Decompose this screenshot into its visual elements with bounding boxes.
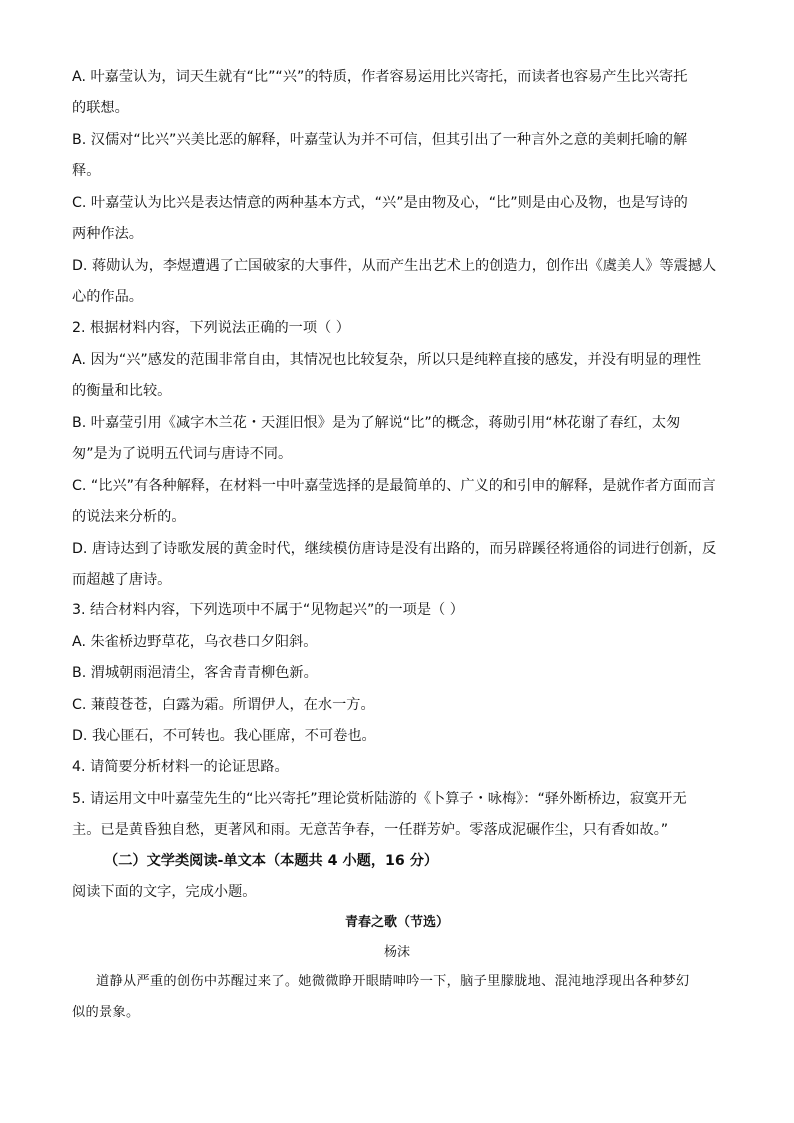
q1-option-d-line2: 心的作品。 (72, 289, 143, 305)
q1-option-c-line2: 两种作法。 (72, 226, 143, 242)
q3-option-d: D. 我心匪石，不可转也。我心匪席，不可卷也。 (72, 728, 376, 744)
q1-option-b-line2: 释。 (72, 163, 101, 179)
passage-paragraph-line2: 似的景象。 (72, 1005, 140, 1020)
q1-option-a-line2: 的联想。 (72, 100, 129, 116)
q2-stem: 2. 根据材料内容，下列说法正确的一项（ ） (72, 320, 350, 336)
section-heading: （二）文学类阅读-单文本（本题共 4 小题，16 分） (104, 853, 439, 869)
q1-option-c-line1: C. 叶嘉莹认为比兴是表达情意的两种基本方式，“兴”是由物及心，“比”则是由心及物，也是写诗的 (72, 195, 688, 211)
q2-option-a-line1: A. 因为“兴”感发的范围非常自由，其情况也比较复杂，所以只是纯粹直接的感发，并没有明显的理性 (72, 352, 702, 368)
q2-option-d-line2: 而超越了唐诗。 (72, 572, 172, 588)
passage-author: 杨沫 (383, 945, 410, 960)
passage-title: 青春之歌（节选） (344, 915, 449, 930)
q3-option-b: B. 渭城朝雨浥清尘，客舍青青柳色新。 (72, 665, 318, 681)
q1-option-d-line1: D. 蒋勋认为，李煜遭遇了亡国破家的大事件，从而产生出艺术上的创造力，创作出《虞美人》等震撼人 (72, 258, 717, 274)
q1-option-a-line1: A. 叶嘉莹认为，词天生就有“比”“兴”的特质，作者容易运用比兴寄托，而读者也容易产生比兴寄托 (72, 69, 688, 85)
q1-option-b-line1: B. 汉儒对“比兴”兴美比恶的解释，叶嘉莹认为并不可信，但其引出了一种言外之意的美刺托喻的解 (72, 132, 688, 148)
q2-option-d-line1: D. 唐诗达到了诗歌发展的黄金时代，继续模仿唐诗是没有出路的，而另辟蹊径将通俗的词进行创新，反 (72, 541, 717, 557)
passage-paragraph-line1: 道静从严重的创伤中苏醒过来了。她微微睁开眼睛呻吟一下，脑子里朦胧地、混沌地浮现出各种梦幻 (96, 974, 690, 989)
q2-option-c-line1: C. “比兴”有各种解释，在材料一中叶嘉莹选择的是最简单的、广义的和引申的解释，是就作者方面而言 (72, 478, 716, 494)
q4-stem: 4. 请简要分析材料一的论证思路。 (72, 759, 289, 775)
q2-option-b-line1: B. 叶嘉莹引用《减字木兰花・天涯旧恨》是为了解说“比”的概念，蒋勋引用“林花谢了春红，太匆 (72, 415, 681, 431)
reading-instruction: 阅读下面的文字，完成小题。 (72, 884, 257, 900)
q3-stem: 3. 结合材料内容，下列选项中不属于“见物起兴”的一项是（ ） (72, 602, 464, 618)
q5-line1: 5. 请运用文中叶嘉莹先生的“比兴寄托”理论赏析陆游的《卜算子・咏梅》：“驿外断桥边，寂寞开无 (72, 791, 687, 807)
q2-option-a-line2: 的衡量和比较。 (72, 383, 172, 399)
q2-option-b-line2: 匆”是为了说明五代词与唐诗不同。 (72, 446, 293, 462)
q3-option-c: C. 蒹葭苍苍，白露为霜。所谓伊人，在水一方。 (72, 697, 375, 713)
q5-line2: 主。已是黄昏独自愁，更著风和雨。无意苦争春，一任群芳妒。零落成泥碾作尘，只有香如故。” (72, 822, 669, 838)
q3-option-a: A. 朱雀桥边野草花，乌衣巷口夕阳斜。 (72, 634, 318, 650)
q2-option-c-line2: 的说法来分析的。 (72, 509, 186, 525)
